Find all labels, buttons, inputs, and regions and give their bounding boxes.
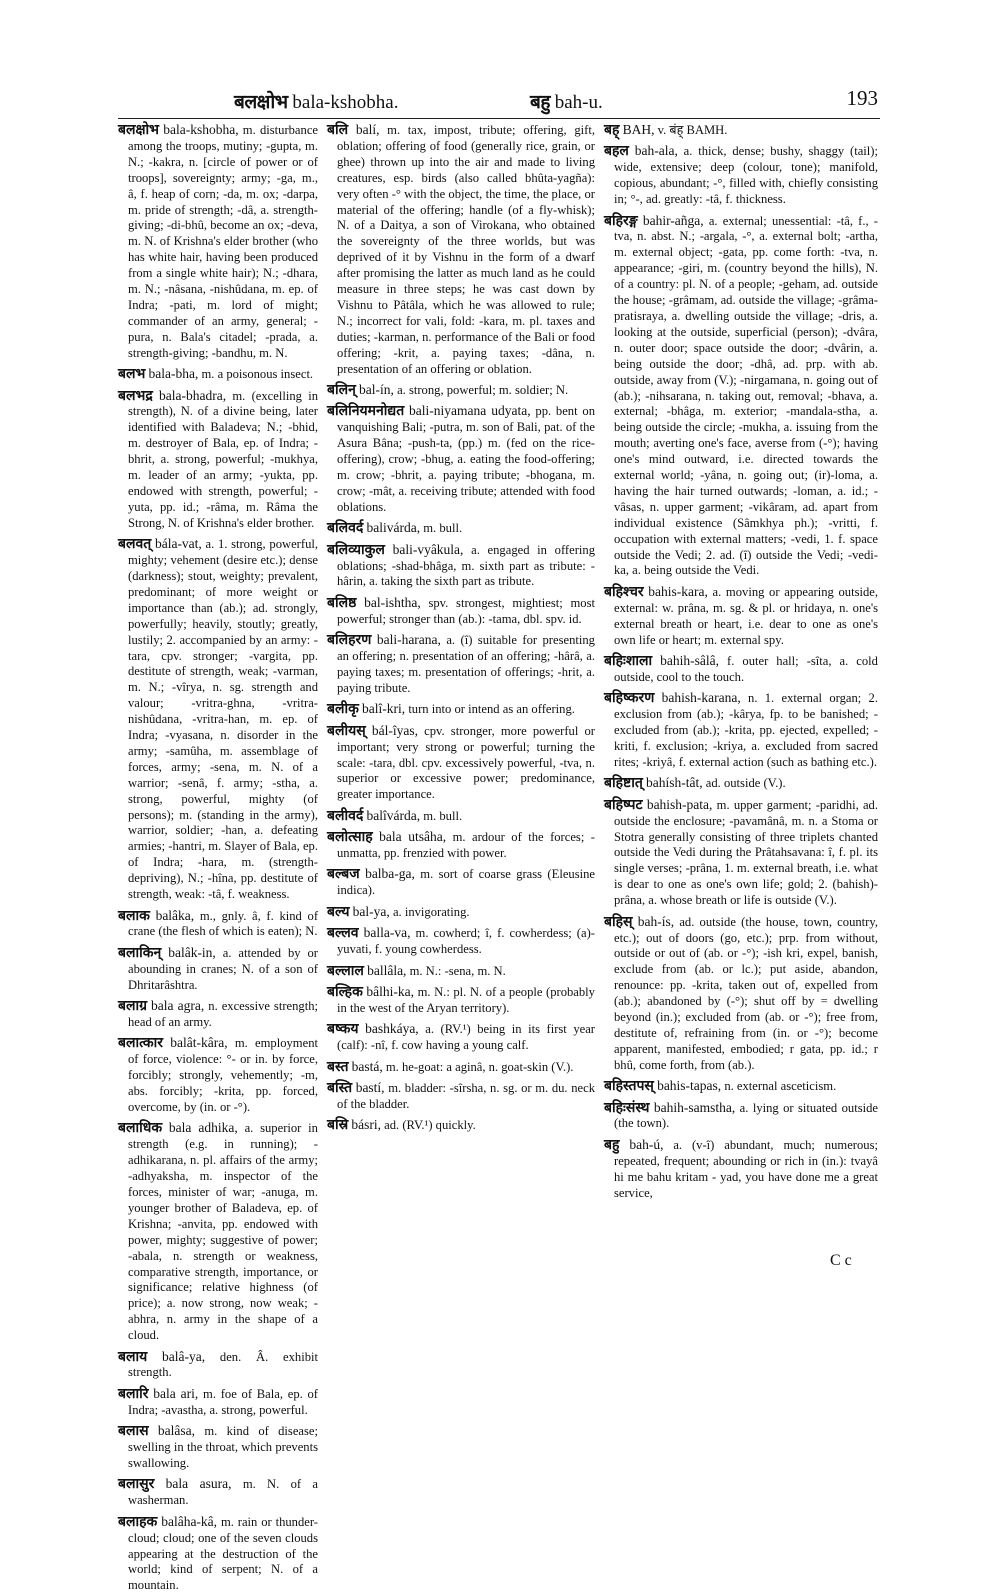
entry-definition: m. he-goat: a aginâ, n. goat-skin (V.).: [385, 1059, 574, 1074]
entry-transliteration: balîvárda,: [366, 807, 421, 823]
entry-headword-devanagari: बलभ: [118, 366, 146, 383]
entry-definition: m. kind of disease; swelling in the throat, which prevents swallowing.: [128, 1424, 318, 1470]
entry-headword-devanagari: बहु: [604, 1136, 620, 1153]
entry-headword-devanagari: बलीयस्: [327, 722, 366, 739]
entry-definition: a. (î) suitable for presenting an offering; n. presentation of an offering; -hârâ, a. paying taxes; m. presentation of offerings; -hrit, a. paying tribute.: [337, 633, 595, 695]
entry-headword-devanagari: बल्लव: [327, 925, 359, 942]
signature-mark: C c: [830, 1252, 852, 1269]
entry-headword-devanagari: बहिरङ्ग: [604, 212, 638, 229]
entry-definition: m. rain or thunder-cloud; cloud; one of the seven clouds appearing at the destruction of the world; kind of serpent; N. of a mountain.: [128, 1514, 319, 1593]
entry-headword-devanagari: बलिव्याकुल: [327, 541, 385, 558]
entry-definition: a. strong, powerful; m. soldier; N.: [397, 383, 569, 397]
dictionary-entry: [327, 403, 595, 515]
dictionary-entry: [327, 808, 595, 825]
dictionary-entry: [327, 542, 595, 591]
entry-transliteration: bala agra,: [151, 998, 205, 1014]
entry-transliteration: bala-kshobha,: [163, 122, 239, 137]
column-2: [327, 122, 595, 1262]
entry-headword-devanagari: बलि: [327, 122, 349, 138]
entry-definition: a. attended by or abounding in cranes; N. of a son of Dhritarâshtra.: [128, 945, 319, 992]
entry-transliteration: bala asura,: [165, 1476, 232, 1492]
entry-headword-devanagari: बलात्कार: [118, 1035, 163, 1052]
dictionary-entry: [118, 388, 318, 532]
entry-transliteration: bâlhi-ka,: [366, 983, 415, 999]
dictionary-entry: [604, 143, 878, 208]
entry-definition: a. superior in strength (e.g. in running); -adhikarana, n. pl. affairs of the army; -adhyaksha, m. inspector of the forces, minister of war; -anuga, m. younger brother of Baladeva, ep. of Krishna; -anvita, pp. endowed with power, mighty; suggestive of power; -abala, n. strength or weakness, comparative strength, importance, or significance; relative highness (of price); a. now strong, now weak; -abhra, n. army in the shape of a cloud.: [128, 1121, 318, 1343]
entry-headword-devanagari: बहिष्पट: [604, 796, 643, 813]
entry-transliteration: bála-vat,: [154, 536, 202, 552]
entry-headword-devanagari: बलाहक: [118, 1513, 158, 1530]
entry-definition: m. bladder: -sîrsha, n. sg. or m. du. neck of the bladder.: [337, 1080, 595, 1111]
entry-definition: den. Â. exhibit strength.: [128, 1349, 318, 1380]
entry-headword-devanagari: बलास: [118, 1423, 149, 1440]
entry-definition: a. invigorating.: [392, 904, 470, 919]
entry-headword-devanagari: बलोत्साह: [327, 829, 373, 846]
entry-headword-devanagari: बलारि: [118, 1385, 149, 1402]
entry-transliteration: bahih-samstha,: [653, 1099, 736, 1115]
dictionary-entry: [327, 122, 595, 378]
entry-headword-devanagari: बस्रि: [327, 1117, 349, 1134]
entry-transliteration: balât-kâra,: [170, 1035, 228, 1051]
dictionary-entry: [604, 1100, 878, 1133]
dictionary-entry: [327, 595, 595, 628]
entry-definition: n. 1. external organ; 2. exclusion from (ab.); -kârya, fp. to be banished; - excluded from (ab.); -krita, pp. ejected, expelled; -kriti, f. exclusion; -kriya, a. excluded from sacred rites; -kriyâ, f. external action (such as bathing etc.).: [614, 691, 878, 769]
running-head-middle: [530, 88, 603, 114]
entry-definition: m. disturbance among the troops, mutiny; -gupta, m. N.; -kakra, n. [circle of power or of troops], sovereignty; army; -ga, m., â, f. heap of corn; -da, m. ox; -darpa, m. pride of strength; -dâ, a. strength-giving; -di-bhû, become an ox; -deva, m. N. of Krishna's elder brother (who has white hair, having been produced from a single white hair); N.; -dhara, m. N.; -nâsana, -nishûdana, m. ep. of Indra; -pati, m. lord of might; commander of an army, general; -pura, n. Bala's citadel; -prada, a. strength-giving; -bandhu, m. N.: [128, 123, 318, 360]
entry-definition: a. external; unessential: -tâ, f., -tva, n. abst. N.; -argala, -°, a. external bolt; -artha, m. external object; -gata, pp. come forth: -tva, n. appearance; -giri, m. (country beyond the hills), N. of a country: pl. N. of a people; -geham, ad. outside the house; -grâmam, ad. outside the village; -grâma-pratisraya, a. dwelling outside the village; -dris, a. looking at the outside, superficial (person); -dvâra, n. outer door; space outside the door; -dvârin, a. being outside the door; -dhâ, ad. prp. with ab. outside, away from (V.); -nirgamana, n. going out of (ab.); -nihsarana, n. taking out, removal; -bhava, a. external; -bhâga, m. exterior; -mandala-stha, a. being outside the circle; -mukha, a. issuing from the mouth; averting one's face, averse from (-°); having one's mind outward, i.e. directed towards the external world; -yâna, n. going out; (ir)-loma, a. having the hair turned outwards; -loman, a. id.; -vâsas, n. upper garment; -vikâram, ad. apart from individual existence (Sâmkhya ph.); -vritti, f. occupation with external matters; -vedi, 1. f. space outside the Vedi; 2. ad. (î) outside the Vedi; -vedi-ka, a. being outside the Vedi.: [614, 213, 879, 578]
dictionary-entry: [118, 945, 318, 994]
entry-definition: m. (excelling in strength), N. of a divine being, later identified with Baladeva; N.; -bhid, m. destroyer of Bala, ep. of Indra; -bhrit, a. strong, powerful; -mukhya, m. leader of an army; -yukta, pp. endowed with strength, powerful; -yuta, pp. id.; -râma, m. Râma the Strong, N. of Krishna's elder brother.: [128, 388, 318, 530]
entry-definition: ad. outside (the house, town, country, etc.); out of doors (go, etc.); prp. from without, outside or out of (ab. or -°); -ish kri, expel, banish, exclude from (ab. or lc.); put aside, abandon, renounce: pp. -krita, taken out of, expelled from (ab.); abandoned by (-°); shut off by = dwelling beyond (in.); excluded from (ab. or -°); free from, destitute of, refraining from (in. or -°); become apparent, manifested, embodied; r gata, pp. id.; r bhû, come forth, from (ab.).: [614, 914, 878, 1072]
entry-transliteration: balâsa,: [157, 1423, 196, 1439]
dictionary-entry: [327, 1080, 595, 1113]
entry-definition: m. cowherd; î, f. cowherdess; (a)-yuvati, f. young cowherdess.: [337, 926, 595, 957]
entry-headword-devanagari: बष्कय: [327, 1021, 359, 1038]
entry-transliteration: bál-îyas,: [371, 722, 418, 738]
entry-transliteration: bahish-karana,: [661, 690, 741, 706]
column-1: [118, 122, 319, 1593]
entry-transliteration: bala adhika,: [168, 1120, 238, 1136]
running-head-middle-latin: bah-u.: [554, 92, 603, 113]
entry-definition: a. 1. strong, powerful, mighty; vehement (desire etc.); dense (darkness); stout, weighty; prevalent, predominant; of more weight or importance than (ab.); ad. strongly, powerfully; heavily, stoutly; greatly, lustily; 2. accompanied by an army: -tara, cpv. stronger; -vargita, pp. destitute of strength, weak; -varman, m. N.; -vîrya, n. sg. strength and valour; -vritra-ghna, -vritra-nishûdana, -vritra-han, m. ep. of Indra; -vyasana, n. disorder in the army; -samûha, m. assemblage of forces, army; -sena, m. N. of a warrior; -senâ, f. army; -stha, a. strong, powerful, mighty (of persons); m. (standing in the army), warrior, soldier; -han, a. defeating armies; -hantri, m. Slayer of Bala, ep. of Indra; -hara, m. (strength-depriving), N.; -hîna, pp. destitute of strength, weak: -tâ, f. weakness.: [128, 537, 319, 902]
dictionary-entry: [604, 584, 878, 649]
entry-headword-devanagari: बल्बज: [327, 866, 360, 883]
entry-headword-devanagari: बलिष्ठ: [327, 594, 357, 611]
entry-transliteration: balivárda,: [366, 520, 421, 536]
dictionary-entry: [604, 1137, 878, 1202]
entry-definition: a. thick, dense; bushy, shaggy (tail); wide, extensive; deep (colour, tone); manifold, copious, abundant; -°, filled with, chiefly consisting in; °-, ad. greatly: -tâ, f. thickness.: [614, 144, 878, 207]
dictionary-entry: [327, 984, 595, 1017]
entry-transliteration: bah-ís,: [637, 913, 675, 929]
entry-transliteration: bahísh-tât,: [646, 775, 703, 791]
dictionary-entry: [327, 1021, 595, 1054]
dictionary-entry: [118, 998, 318, 1031]
entry-headword-devanagari: बह्: [604, 122, 620, 138]
entry-transliteration: balba-ga,: [365, 866, 415, 882]
entry-headword-devanagari: बहिष्टात्: [604, 775, 643, 792]
dictionary-entry: [118, 122, 318, 362]
entry-headword-devanagari: बल्य: [327, 903, 350, 920]
dictionary-entry: [604, 775, 878, 792]
entry-definition: v. बंह् BAMH.: [657, 123, 728, 137]
entry-definition: m. N. of a washerman.: [128, 1477, 318, 1508]
entry-definition: n. excessive strength; head of an army.: [128, 999, 318, 1029]
dictionary-entry: [327, 904, 595, 921]
dictionary-entry: [604, 653, 878, 686]
entry-definition: a. engaged in offering oblations; -shad-bhâga, m. sixth part as tribute: -hârin, a. taking the sixth part as tribute.: [337, 542, 595, 589]
entry-definition: m. employment of force, violence: °- or in. by force, forcibly; strongly, vehemently; -m, abs. forcibly; -krita, pp. forced, overcome, by (in. or -°).: [128, 1036, 318, 1114]
entry-definition: a. lying or situated outside (the town).: [614, 1100, 878, 1131]
dictionary-entry: [118, 908, 318, 941]
dictionary-entry: [604, 914, 878, 1074]
dictionary-entry: [327, 701, 595, 718]
entry-headword-devanagari: बहिस्: [604, 913, 633, 930]
page-header: [118, 82, 880, 118]
entry-transliteration: bal-ín,: [359, 382, 394, 397]
dictionary-entry: [118, 1035, 318, 1116]
entry-definition: m. a poisonous insect.: [201, 367, 314, 382]
entry-transliteration: bahih-sâlâ,: [660, 653, 720, 668]
entry-transliteration: bala-bhadra,: [159, 387, 227, 403]
entry-headword-devanagari: बलासुर: [118, 1476, 155, 1493]
entry-transliteration: bahis-tapas,: [657, 1078, 722, 1094]
entry-definition: cpv. stronger, more powerful or important; very strong or powerful; turning the scale: -tara, dbl. cpv. excessively powerful, -tva, n. superior or excessive power; predominance, greater importance.: [337, 723, 595, 802]
entry-headword-devanagari: बलिन्: [327, 382, 356, 398]
dictionary-entry: [604, 122, 878, 139]
entry-definition: m. foe of Bala, ep. of Indra; -avastha, a. strong, powerful.: [128, 1386, 319, 1417]
entry-transliteration: BAH,: [622, 122, 655, 137]
running-head-left-latin: bala-kshobha.: [292, 92, 399, 113]
entry-headword-devanagari: बहिष्करण: [604, 690, 655, 707]
running-head-middle-devanagari: बहु: [530, 91, 550, 113]
entry-headword-devanagari: बलाधिक: [118, 1120, 163, 1137]
dictionary-entry: [327, 866, 595, 899]
column-3: [604, 122, 878, 1262]
entry-transliteration: balí,: [355, 122, 380, 137]
entry-transliteration: bal-ishtha,: [364, 594, 421, 610]
entry-headword-devanagari: बलिहरण: [327, 632, 372, 649]
entry-transliteration: bali-vyâkula,: [392, 541, 464, 557]
entry-definition: m. bull.: [423, 521, 463, 536]
entry-transliteration: ballâla,: [367, 962, 407, 978]
entry-transliteration: bastá,: [351, 1058, 383, 1074]
dictionary-entry: [118, 1514, 318, 1594]
entry-transliteration: bastí,: [355, 1079, 385, 1095]
entry-transliteration: básri,: [351, 1117, 382, 1133]
entry-definition: ad. (RV.¹) quickly.: [384, 1118, 476, 1133]
entry-definition: a. (v-î) abundant, much; numerous; repeated, frequent; abounding or rich in (in.): tvayâ hi me bahu kritam - yad, you have done me a great service,: [614, 1137, 878, 1200]
entry-definition: m. bull.: [423, 808, 463, 823]
entry-transliteration: balâka,: [155, 907, 195, 923]
entry-headword-devanagari: बस्त: [327, 1058, 349, 1075]
entry-definition: m. N.: pl. N. of a people (probably in the west of the Aryan territory).: [337, 984, 595, 1015]
dictionary-entry: [327, 829, 595, 862]
entry-headword-devanagari: बल्हिक: [327, 983, 363, 1000]
entry-transliteration: bala ari,: [153, 1385, 199, 1401]
entry-headword-devanagari: बलाक: [118, 907, 150, 924]
entry-headword-devanagari: बहिःसंस्थ: [604, 1099, 650, 1116]
entry-transliteration: bahir-añga,: [642, 212, 704, 228]
entry-headword-devanagari: बस्ति: [327, 1079, 353, 1096]
running-head-left: [234, 88, 398, 114]
entry-definition: a. (RV.¹) being in its first year (calf): -nî, f. cow having a young calf.: [337, 1022, 595, 1053]
entry-headword-devanagari: बहिःशाला: [604, 653, 653, 669]
dictionary-entry: [327, 925, 595, 958]
entry-transliteration: bah-ala,: [634, 143, 678, 159]
dictionary-entry: [118, 536, 318, 903]
entry-transliteration: balî-kri,: [362, 701, 406, 717]
entry-transliteration: balâha-kâ,: [161, 1513, 218, 1529]
page-number: 193: [846, 86, 878, 110]
dictionary-entry: [604, 1078, 878, 1095]
entry-definition: m. upper garment; -paridhi, ad. outside the enclosure; -pavamânâ, m. n. a Stoma or Stotra generally consisting of three triplets chanted outside the Vedi during the Prâtahsavana: î, f. pl. its single verses; -prâna, 1. m. external breath, i.e. what is dear to one as one's own life; gold; 2. (bahish)-prâna, a. whose breath or life is outside (V.).: [614, 797, 878, 908]
entry-headword-devanagari: बहिस्तपस्: [604, 1078, 654, 1095]
entry-transliteration: bal-ya,: [352, 903, 390, 919]
dictionary-entry: [327, 723, 595, 804]
entry-definition: m. N.: -sena, m. N.: [409, 963, 506, 978]
dictionary-entry: [118, 1423, 318, 1472]
entry-headword-devanagari: बल्लाल: [327, 962, 364, 979]
dictionary-entry: [327, 520, 595, 537]
entry-transliteration: balâk-in,: [168, 944, 216, 960]
dictionary-entry: [118, 366, 318, 383]
entry-definition: m. ardour of the forces; -unmatta, pp. frenzied with power.: [337, 830, 595, 861]
dictionary-entry: [118, 1386, 318, 1419]
entry-definition: m. tax, impost, tribute; offering, gift, oblation; offering of food (generally rice, grain, or ghee) thrown up into the air and made to living creatures, esp. birds (also called bhûta-yagña): very often -° with the object, the time, the place, or material of the offering; handle (of a fly-whisk); N. of a Daitya, a son of Virokana, who obtained the sovereignty of the three worlds, but was deprived of it by Vishnu in the form of a dwarf after promising the latter as much land as he could measure in three steps; he was cast down by Vishnu to Pâtâla, which he was allowed to rule; N.; incorrect for vali, fold: -kara, m. pl. taxes and duties; -karman, n. performance of the Bali or food offering; -krit, a. paying taxes; -dâna, n. presentation of an offering or oblation.: [337, 123, 596, 376]
dictionary-entry: [327, 382, 595, 399]
entry-definition: spv. strongest, mightiest; most powerful; stronger than (ab.): -tama, dbl. spv. id.: [337, 595, 596, 626]
entry-transliteration: bahis-kara,: [648, 583, 708, 599]
entry-definition: n. external asceticism.: [724, 1079, 837, 1094]
entry-headword-devanagari: बलक्षोभ: [118, 122, 159, 138]
entry-headword-devanagari: बलीवर्द: [327, 807, 364, 824]
entry-transliteration: balâ-ya,: [162, 1348, 206, 1364]
entry-transliteration: bali-harana,: [376, 632, 441, 648]
dictionary-entry: [327, 963, 595, 980]
entry-transliteration: bala utsâha,: [379, 829, 447, 845]
entry-definition: m., gnly. â, f. kind of crane (the flesh of which is eaten); N.: [128, 908, 319, 939]
entry-headword-devanagari: बलभद्र: [118, 387, 153, 404]
entry-headword-devanagari: बहल: [604, 143, 629, 160]
entry-headword-devanagari: बलीकृ: [327, 701, 359, 718]
entry-definition: turn into or intend as an offering.: [408, 702, 575, 717]
entry-headword-devanagari: बलिनियमनोद्यत: [327, 403, 405, 420]
entry-transliteration: bahish-pata,: [646, 796, 713, 812]
entry-definition: ad. outside (V.).: [705, 776, 786, 791]
dictionary-entry: [604, 213, 878, 580]
dictionary-entry: [604, 797, 878, 909]
header-rule: [118, 118, 880, 119]
entry-transliteration: bala-bha,: [148, 366, 199, 382]
entry-definition: pp. bent on vanquishing Bali; -putra, m. son of Bali, pat. of the Asura Bâna; -push-ta, (pp.) m. (fed on the rice-offering), crow; -bhug, a. eating the food-offering; m. crow; -bhrit, a. paying tribute; -bhogana, m. crow; -mât, a. receiving tribute; attended with food oblations.: [337, 404, 595, 514]
dictionary-entry: [327, 1117, 595, 1134]
entry-transliteration: bashkáya,: [365, 1021, 419, 1037]
dictionary-entry: [118, 1476, 318, 1509]
dictionary-entry: [604, 690, 878, 771]
entry-definition: a. moving or appearing outside, external: w. prâna, m. sg. & pl. or hridaya, n. one's external breath or heart, i.e. dear to one as one's own life or heart; m. external spy.: [614, 584, 879, 647]
entry-definition: f. outer hall; -sîta, a. cold outside, cool to the touch.: [614, 654, 878, 684]
entry-headword-devanagari: बलाग्र: [118, 998, 148, 1015]
dictionary-entry: [118, 1349, 318, 1382]
dictionary-entry: [327, 1059, 595, 1076]
entry-definition: m. sort of coarse grass (Eleusine indica).: [337, 867, 595, 898]
entry-headword-devanagari: बलाकिन्: [118, 944, 162, 961]
entry-transliteration: bah-ú,: [629, 1136, 664, 1152]
entry-headword-devanagari: बहिश्चर: [604, 583, 644, 600]
entry-transliteration: balla-va,: [363, 925, 411, 941]
entry-transliteration: bali-niyamana udyata,: [409, 403, 531, 419]
entry-headword-devanagari: बलिवर्द: [327, 520, 364, 537]
dictionary-entry: [118, 1120, 318, 1344]
running-head-left-devanagari: बलक्षोभ: [234, 91, 288, 113]
entry-headword-devanagari: बलवत्: [118, 536, 152, 553]
dictionary-entry: [327, 632, 595, 697]
entry-headword-devanagari: बलाय: [118, 1348, 148, 1365]
